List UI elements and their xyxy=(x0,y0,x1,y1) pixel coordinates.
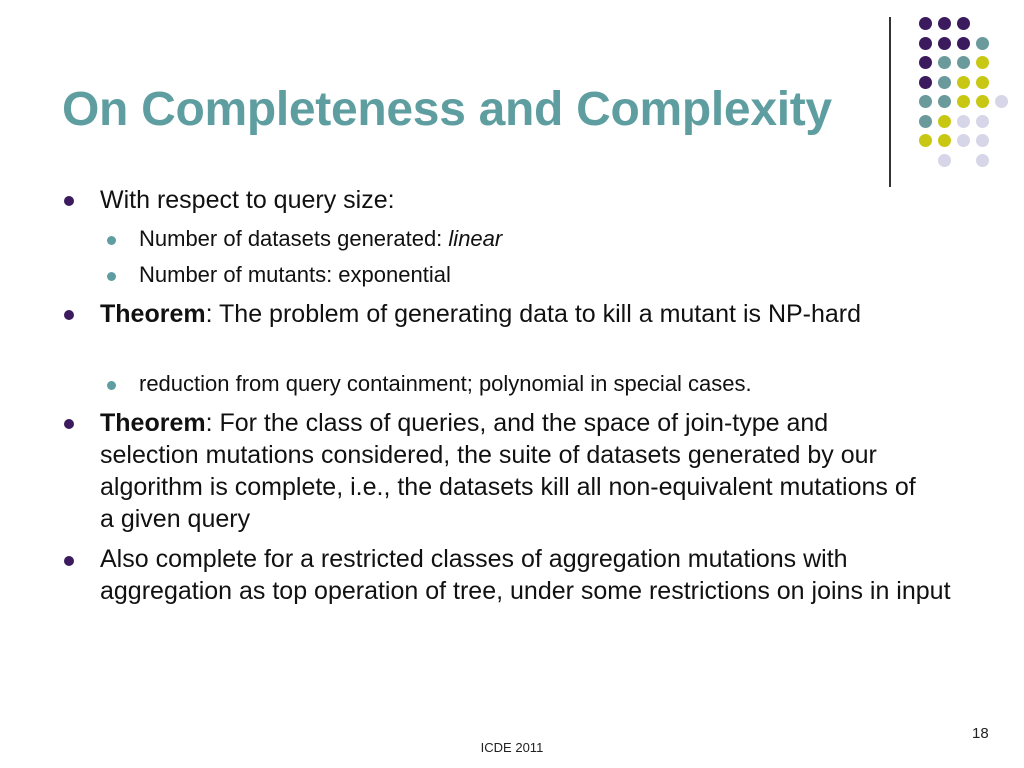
bullet-text: Number of datasets generated: xyxy=(139,226,449,251)
bullet-theorem-complete xyxy=(100,407,930,535)
title-divider-line xyxy=(889,17,891,187)
bullet-text: Number of mutants: exponential xyxy=(139,262,451,287)
decorative-dot xyxy=(938,115,951,128)
decorative-dot xyxy=(938,154,951,167)
decorative-dot xyxy=(957,37,970,50)
slide-title: On Completeness and Complexity xyxy=(62,83,832,136)
bullet-dot xyxy=(64,556,74,566)
decorative-dot xyxy=(919,56,932,69)
decorative-dot xyxy=(938,17,951,30)
decorative-dot xyxy=(938,95,951,108)
bullet-text: Also complete for a restricted classes of aggregation mutations with aggregation as top operation of tree, under some restrictions on joins in input xyxy=(100,545,951,605)
decorative-dot xyxy=(976,115,989,128)
sub-bullet-datasets xyxy=(139,224,979,254)
decorative-dot xyxy=(938,76,951,89)
bullet-theorem-np-hard xyxy=(100,298,980,330)
slide-footer: ICDE 2011 xyxy=(480,740,544,755)
decorative-dot xyxy=(957,56,970,69)
sub-bullet-dot xyxy=(107,381,116,390)
bullet-aggregation xyxy=(100,543,980,607)
decorative-dot xyxy=(919,115,932,128)
decorative-dot xyxy=(919,76,932,89)
decorative-dot xyxy=(957,76,970,89)
decorative-dot xyxy=(938,56,951,69)
bullet-emphasis: linear xyxy=(448,226,503,251)
decorative-dot xyxy=(919,37,932,50)
bullet-text: With respect to query size: xyxy=(100,186,395,214)
decorative-dot xyxy=(957,134,970,147)
decorative-dot xyxy=(976,134,989,147)
decorative-dot xyxy=(919,17,932,30)
bullet-text: : For the class of queries, and the space of join-type and selection mutations considered, the suite of datasets generated by our algorithm is complete, i.e., the datasets kill all non-equivalent mutations of a given query xyxy=(100,409,916,533)
bullet-text: reduction from query containment; polynomial in special cases. xyxy=(139,371,752,396)
decorative-dot xyxy=(957,115,970,128)
sub-bullet-reduction xyxy=(139,369,979,399)
decorative-dot xyxy=(938,134,951,147)
bullet-dot xyxy=(64,419,74,429)
bullet-query-size xyxy=(100,184,980,216)
bullet-bold-label: Theorem xyxy=(100,409,206,437)
sub-bullet-mutants xyxy=(139,260,979,290)
bullet-dot xyxy=(64,310,74,320)
decorative-dot xyxy=(919,134,932,147)
decorative-dot xyxy=(938,37,951,50)
bullet-text: : The problem of generating data to kill a mutant is NP-hard xyxy=(205,300,862,328)
decorative-dot xyxy=(976,95,989,108)
page-number: 18 xyxy=(972,725,989,742)
decorative-dot xyxy=(919,95,932,108)
bullet-dot xyxy=(64,196,74,206)
decorative-dot xyxy=(976,154,989,167)
decorative-dot xyxy=(957,17,970,30)
decorative-dot xyxy=(976,56,989,69)
decorative-dot xyxy=(995,95,1008,108)
decorative-dot xyxy=(976,76,989,89)
decorative-dot xyxy=(976,37,989,50)
decorative-dot xyxy=(957,95,970,108)
sub-bullet-dot xyxy=(107,272,116,281)
sub-bullet-dot xyxy=(107,236,116,245)
bullet-bold-label: Theorem xyxy=(100,300,206,328)
